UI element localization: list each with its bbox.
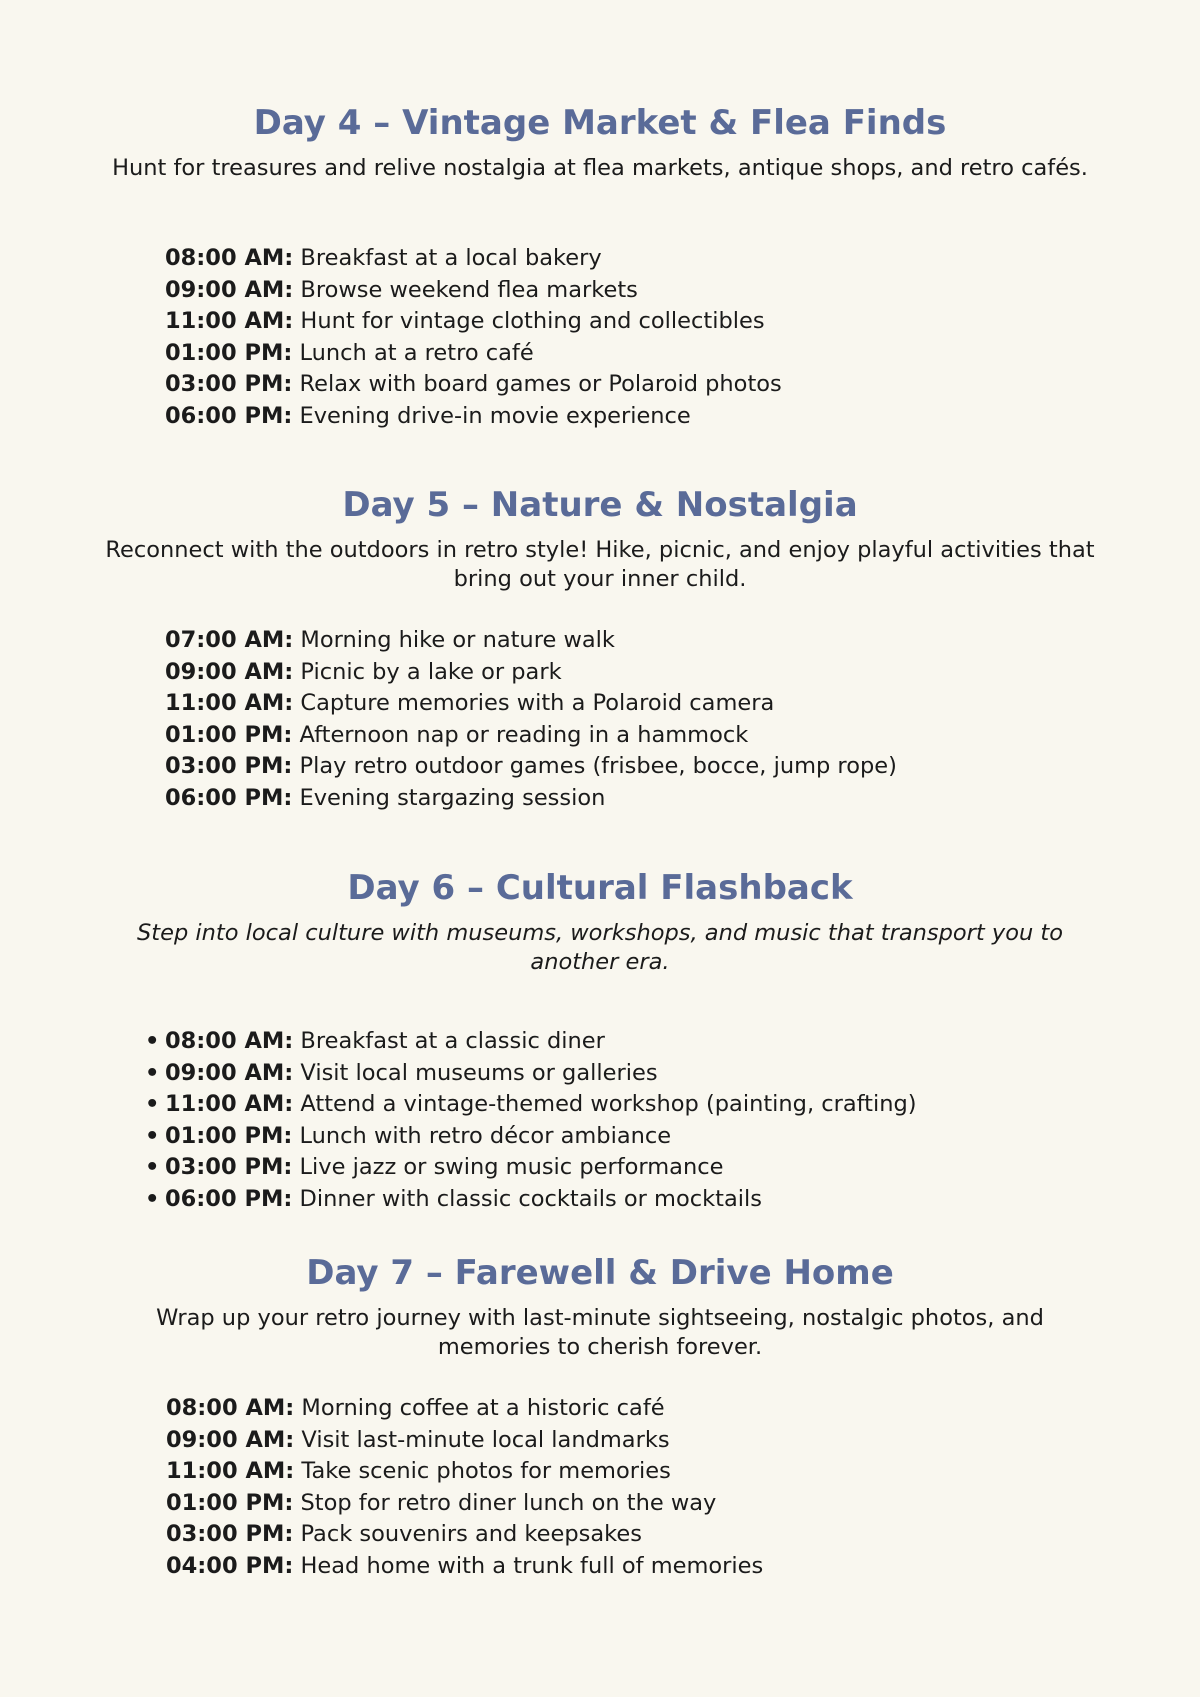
schedule-time: 09:00 AM: bbox=[165, 276, 294, 303]
schedule-time: 03:00 PM: bbox=[165, 1154, 293, 1180]
schedule-activity: Lunch at a retro café bbox=[299, 339, 534, 366]
schedule-time: 11:00 AM: bbox=[165, 1091, 294, 1117]
schedule-item bbox=[145, 1184, 917, 1216]
schedule-item bbox=[166, 1488, 763, 1520]
schedule-item bbox=[165, 338, 782, 370]
schedule-activity: Picnic by a lake or park bbox=[300, 658, 562, 685]
schedule-item bbox=[166, 1519, 763, 1551]
schedule-time: 01:00 PM: bbox=[166, 1489, 294, 1516]
bullet-icon: • bbox=[145, 1059, 160, 1086]
schedule-time: 03:00 PM: bbox=[166, 1521, 294, 1547]
schedule-item bbox=[165, 243, 782, 275]
schedule-time: 01:00 PM: bbox=[165, 339, 293, 366]
schedule-time: 11:00 AM: bbox=[165, 308, 294, 334]
schedule-item bbox=[165, 657, 897, 689]
schedule-activity: Attend a vintage-themed workshop (painting, crafting) bbox=[300, 1091, 917, 1117]
schedule-item bbox=[166, 1393, 763, 1425]
schedule-time: 04:00 PM: bbox=[166, 1552, 294, 1579]
schedule-activity: Capture memories with a Polaroid camera bbox=[300, 690, 775, 716]
schedule-list bbox=[145, 1026, 917, 1215]
schedule-time: 08:00 AM: bbox=[165, 245, 294, 271]
schedule-item bbox=[165, 751, 897, 783]
day-description: Step into local culture with museums, workshops, and music that transport you to another era. bbox=[137, 919, 1063, 975]
schedule-activity: Breakfast at a classic diner bbox=[300, 1028, 605, 1054]
schedule-time: 11:00 AM: bbox=[165, 690, 294, 716]
bullet-icon: • bbox=[145, 1154, 160, 1180]
schedule-item bbox=[165, 369, 782, 401]
schedule-time: 01:00 PM: bbox=[165, 721, 293, 748]
day-description: Reconnect with the outdoors in retro style! Hike, picnic, and enjoy playful activities that bring out your inner child. bbox=[105, 536, 1095, 592]
schedule-list bbox=[165, 625, 897, 814]
schedule-time: 09:00 AM: bbox=[166, 1426, 295, 1453]
schedule-item bbox=[165, 625, 897, 657]
schedule-item bbox=[166, 1456, 763, 1488]
day-6-section bbox=[0, 868, 1200, 1212]
schedule-item bbox=[145, 1089, 917, 1121]
schedule-time: 09:00 AM: bbox=[165, 658, 294, 685]
schedule-item bbox=[165, 401, 782, 433]
schedule-item bbox=[165, 720, 897, 752]
schedule-item bbox=[166, 1425, 763, 1457]
schedule-item bbox=[145, 1121, 917, 1153]
schedule-activity: Visit local museums or galleries bbox=[300, 1059, 658, 1086]
schedule-time: 06:00 PM: bbox=[165, 402, 293, 429]
schedule-item bbox=[165, 783, 897, 815]
schedule-time: 08:00 AM: bbox=[166, 1395, 295, 1421]
bullet-icon: • bbox=[145, 1185, 160, 1212]
schedule-activity: Play retro outdoor games (frisbee, bocce, jump rope) bbox=[299, 753, 897, 779]
schedule-activity: Head home with a trunk full of memories bbox=[300, 1552, 764, 1579]
schedule-time: 07:00 AM: bbox=[165, 627, 294, 653]
schedule-item bbox=[145, 1026, 917, 1058]
schedule-activity: Breakfast at a local bakery bbox=[300, 245, 602, 271]
day-4-section bbox=[0, 103, 1200, 429]
schedule-activity: Afternoon nap or reading in a hammock bbox=[299, 721, 749, 748]
schedule-time: 06:00 PM: bbox=[165, 784, 293, 811]
day-5-section bbox=[0, 485, 1200, 811]
day-7-section bbox=[0, 1253, 1200, 1579]
day-description: Wrap up your retro journey with last-minute sightseeing, nostalgic photos, and memories to cherish forever. bbox=[156, 1304, 1044, 1360]
schedule-activity: Morning coffee at a historic café bbox=[301, 1395, 665, 1421]
schedule-item bbox=[165, 688, 897, 720]
schedule-activity: Pack souvenirs and keepsakes bbox=[300, 1521, 642, 1547]
day-description: Hunt for treasures and relive nostalgia at flea markets, antique shops, and retro cafés. bbox=[112, 154, 1088, 181]
schedule-activity: Lunch with retro décor ambiance bbox=[299, 1122, 672, 1149]
schedule-item bbox=[145, 1152, 917, 1184]
schedule-time: 08:00 AM: bbox=[165, 1028, 294, 1054]
schedule-time: 06:00 PM: bbox=[165, 1185, 293, 1212]
schedule-item bbox=[165, 275, 782, 307]
day-title: Day 6 – Cultural Flashback bbox=[347, 868, 853, 908]
schedule-activity: Visit last-minute local landmarks bbox=[301, 1426, 670, 1453]
schedule-activity: Hunt for vintage clothing and collectibles bbox=[300, 308, 765, 334]
schedule-activity: Dinner with classic cocktails or mocktails bbox=[299, 1185, 762, 1212]
schedule-item bbox=[166, 1551, 763, 1583]
day-title: Day 7 – Farewell & Drive Home bbox=[306, 1253, 894, 1293]
schedule-time: 03:00 PM: bbox=[165, 371, 293, 397]
schedule-activity: Stop for retro diner lunch on the way bbox=[300, 1489, 717, 1516]
day-title: Day 4 – Vintage Market & Flea Finds bbox=[253, 103, 947, 143]
schedule-activity: Evening stargazing session bbox=[299, 784, 606, 811]
schedule-time: 11:00 AM: bbox=[166, 1458, 295, 1484]
schedule-item bbox=[165, 306, 782, 338]
day-title: Day 5 – Nature & Nostalgia bbox=[342, 485, 858, 525]
schedule-list bbox=[166, 1393, 763, 1582]
schedule-activity: Relax with board games or Polaroid photos bbox=[299, 371, 782, 397]
schedule-activity: Live jazz or swing music performance bbox=[299, 1154, 724, 1180]
bullet-icon: • bbox=[145, 1122, 160, 1149]
schedule-time: 09:00 AM: bbox=[165, 1059, 294, 1086]
schedule-time: 01:00 PM: bbox=[165, 1122, 293, 1149]
schedule-time: 03:00 PM: bbox=[165, 753, 293, 779]
schedule-item bbox=[145, 1058, 917, 1090]
schedule-list bbox=[165, 243, 782, 432]
schedule-activity: Evening drive-in movie experience bbox=[299, 402, 691, 429]
schedule-activity: Morning hike or nature walk bbox=[300, 627, 615, 653]
bullet-icon: • bbox=[145, 1028, 160, 1054]
schedule-activity: Browse weekend flea markets bbox=[300, 276, 638, 303]
bullet-icon: • bbox=[145, 1091, 160, 1117]
schedule-activity: Take scenic photos for memories bbox=[301, 1458, 671, 1484]
